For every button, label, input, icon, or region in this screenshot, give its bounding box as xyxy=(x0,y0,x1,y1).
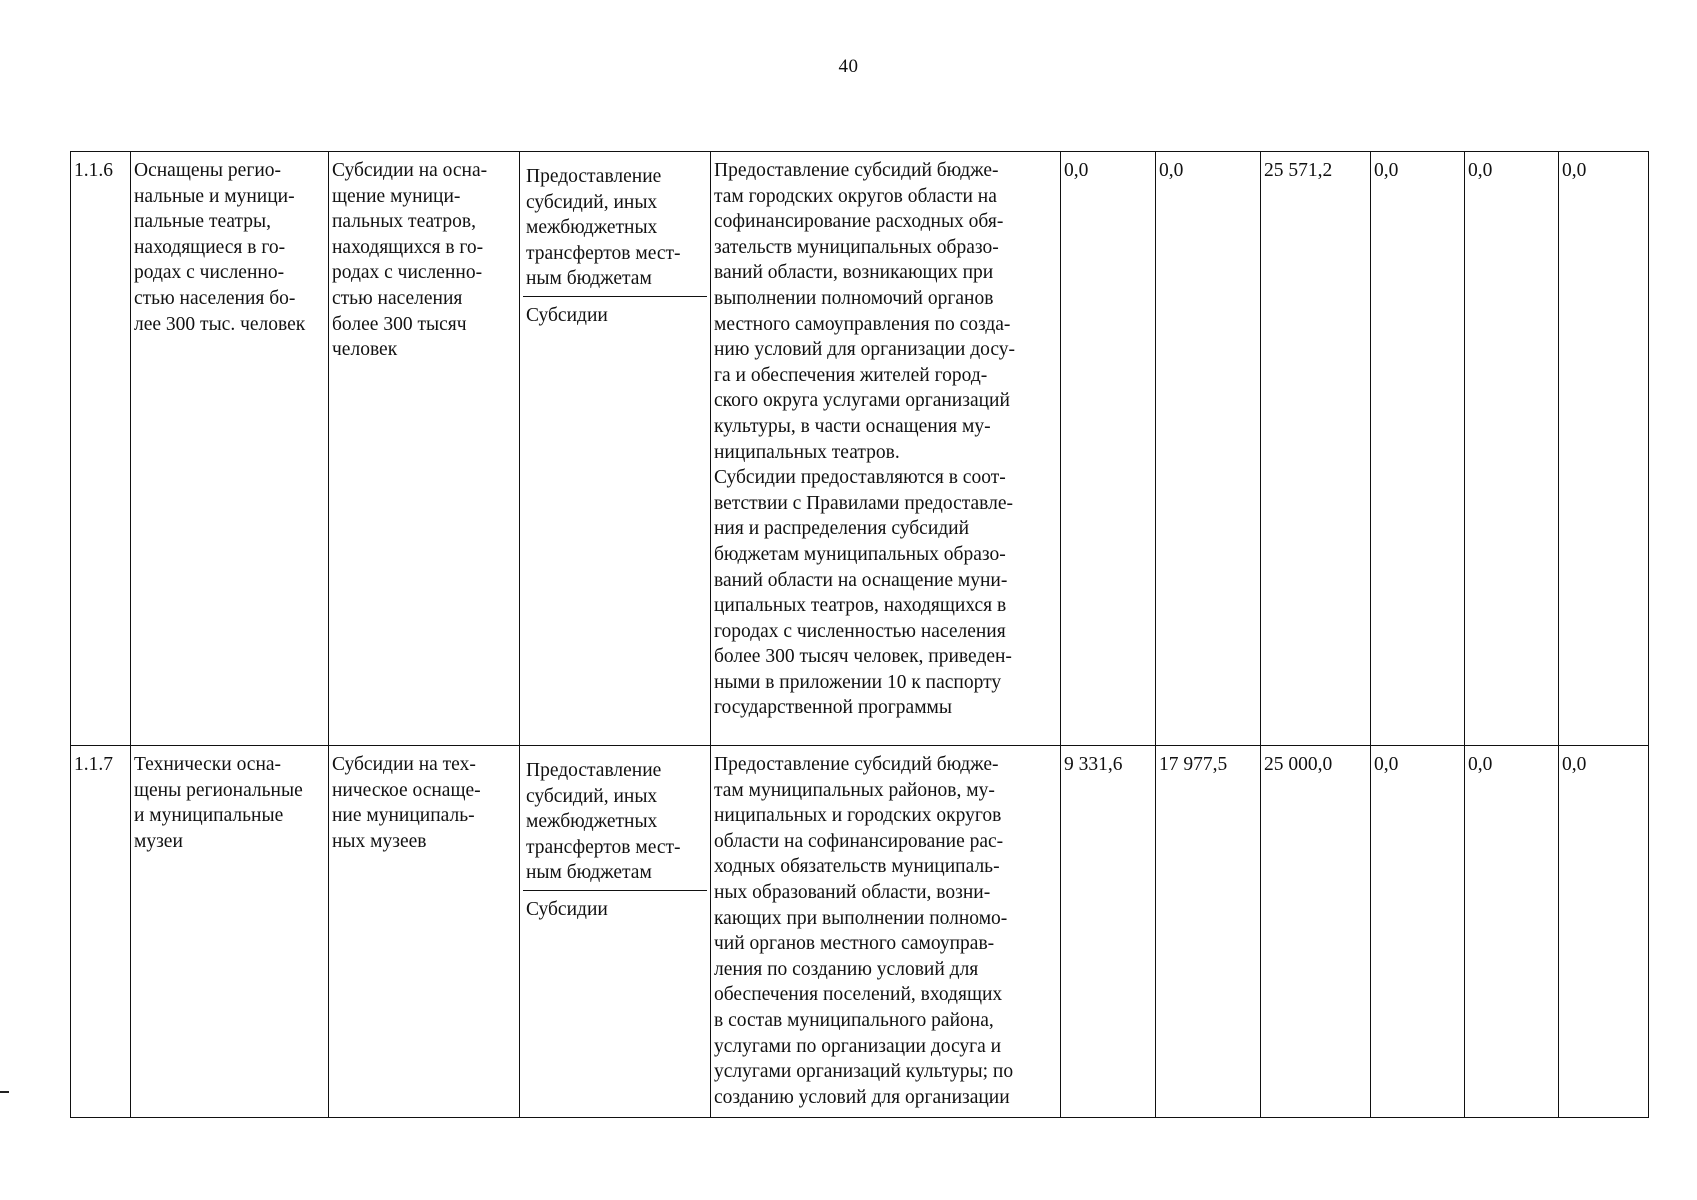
table-row xyxy=(71,746,1649,1118)
table-row xyxy=(71,152,1649,746)
value-cell: 0,0 xyxy=(1371,152,1465,746)
scan-mark xyxy=(0,1091,9,1093)
value-cell: 0,0 xyxy=(1465,152,1559,746)
action-type: Предоставление субсидий, иных межбюджетных трансфертов мест- ным бюджетам xyxy=(523,752,707,891)
action-cell xyxy=(520,152,711,746)
value-cell: 25 000,0 xyxy=(1261,746,1371,1118)
row-number: 1.1.7 xyxy=(71,746,131,1118)
action-type: Предоставление субсидий, иных межбюджетных трансфертов мест- ным бюджетам xyxy=(523,158,707,297)
row-number: 1.1.6 xyxy=(71,152,131,746)
value-cell: 0,0 xyxy=(1465,746,1559,1118)
value-cell: 0,0 xyxy=(1371,746,1465,1118)
description-cell: Предоставление субсидий бюдже- там городских округов области на софинансирование расходных обя- зательств муниципальных образо- ваний области, возникающих при выполнении полномочий органов местного самоуправления по созда- нию условий для организации досу- га и обеспечения жителей город- ского округа услугами организаций культуры, в части оснащения му- ниципальных театров. Субсидии предоставляются в соот- ветствии с Правилами предоставле- ния и распределения субсидий бюджетам муниципальных образо- ваний области на оснащение муни- ципальных театров, находящихся в городах с численностью населения более 300 тысяч человек, приведен- ными в приложении 10 к паспорту государственной программы xyxy=(711,152,1061,746)
budget-table xyxy=(70,151,1649,1118)
value-cell: 0,0 xyxy=(1156,152,1261,746)
value-cell: 0,0 xyxy=(1559,746,1649,1118)
value-cell: 17 977,5 xyxy=(1156,746,1261,1118)
result-cell: Оснащены регио- нальные и муници- пальные театры, находящиеся в го- родах с численно- стью населения бо- лее 300 тыс. человек xyxy=(131,152,329,746)
page-number: 40 xyxy=(838,56,859,77)
action-subtype: Субсидии xyxy=(526,304,608,326)
event-cell: Субсидии на тех- ническое оснаще- ние муниципаль- ных музеев xyxy=(329,746,520,1118)
result-cell: Технически осна- щены региональные и муниципальные музеи xyxy=(131,746,329,1118)
action-subtype: Субсидии xyxy=(526,898,608,920)
action-cell xyxy=(520,746,711,1118)
description-cell: Предоставление субсидий бюдже- там муниципальных районов, му- ниципальных и городских округов области на софинансирование рас- ходных обязательств муниципаль- ных образований области, возни- кающих при выполнении полномо- чий органов местного самоуправ- ления по созданию условий для обеспечения поселений, входящих в состав муниципального района, услугами по организации досуга и услугами организаций культуры; по созданию условий для организации xyxy=(711,746,1061,1118)
value-cell: 9 331,6 xyxy=(1061,746,1156,1118)
value-cell: 0,0 xyxy=(1559,152,1649,746)
value-cell: 0,0 xyxy=(1061,152,1156,746)
event-cell: Субсидии на осна- щение муници- пальных театров, находящихся в го- родах с численно- стью населения более 300 тысяч человек xyxy=(329,152,520,746)
value-cell: 25 571,2 xyxy=(1261,152,1371,746)
